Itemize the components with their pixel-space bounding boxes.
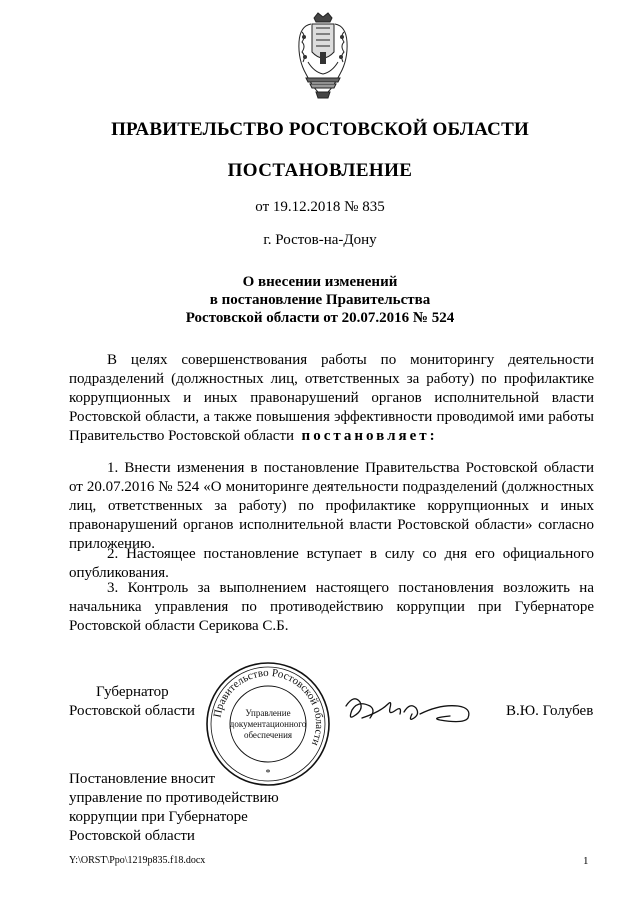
date-and-number: от 19.12.2018 № 835: [255, 199, 385, 215]
handwritten-signature: [340, 688, 480, 730]
stamp-center-line: Управление: [245, 708, 291, 718]
note-line: управление по противодействию: [69, 790, 279, 806]
preamble-text: В целях совершенствования работы по мониторингу деятельности подразделений (должностных лиц, ответственных за работу) по профилактике коррупционных и иных правонарушений органов исполнительной власти Ростовской области, а также повышения эффективности проводимой ими работы Правительство Ростовской области: [69, 352, 594, 444]
note-line: Постановление вносит: [69, 771, 216, 787]
decree-item-2: 2. Настоящее постановление вступает в силу со дня его официального опубликования.: [69, 546, 594, 581]
coat-of-arms-icon: [294, 12, 352, 102]
document-title: [0, 273, 640, 327]
stamp-ring-text: Правительство Ростовской области: [211, 666, 326, 748]
signatory-title: Губернатор: [96, 684, 169, 700]
title-line: О внесении изменений: [242, 274, 398, 290]
official-stamp: [204, 660, 332, 788]
note-line: коррупции при Губернаторе: [69, 809, 248, 825]
page-number: 1: [583, 855, 589, 867]
signatory-region: Ростовской области: [69, 703, 195, 719]
note-line: Ростовской области: [69, 828, 195, 844]
stamp-star-icon: *: [265, 768, 271, 779]
file-path: Y:\ORST\Ppo\1219p835.f18.docx: [69, 855, 206, 866]
signatory-name: В.Ю. Голубев: [506, 703, 594, 719]
decree-item-1: 1. Внести изменения в постановление Правительства Ростовской области от 20.07.2016 № 524 «О мониторинге деятельности подразделений (должностных лиц, ответственных за работу) по профилактике коррупционных и иных правонарушений органов исполнительной власти Ростовской области» согласно приложению.: [69, 460, 594, 552]
preamble-paragraph: [69, 351, 594, 446]
decree-word: постановляет:: [301, 428, 438, 444]
stamp-center-line: обеспечения: [243, 730, 293, 740]
title-line: Ростовской области от 20.07.2016 № 524: [185, 310, 455, 326]
decree-item-3: 3. Контроль за выполнением настоящего постановления возложить на начальника управления по противодействию коррупции при Губернаторе Ростовской области Серикова С.Б.: [69, 580, 594, 634]
title-line: в постановление Правительства: [209, 292, 431, 308]
document-type: ПОСТАНОВЛЕНИЕ: [227, 160, 413, 181]
stamp-center-line: документационного: [229, 719, 307, 729]
organization-name: ПРАВИТЕЛЬСТВО РОСТОВСКОЙ ОБЛАСТИ: [111, 119, 529, 140]
submitted-by-note: [69, 770, 279, 846]
city: г. Ростов-на-Дону: [263, 232, 377, 248]
